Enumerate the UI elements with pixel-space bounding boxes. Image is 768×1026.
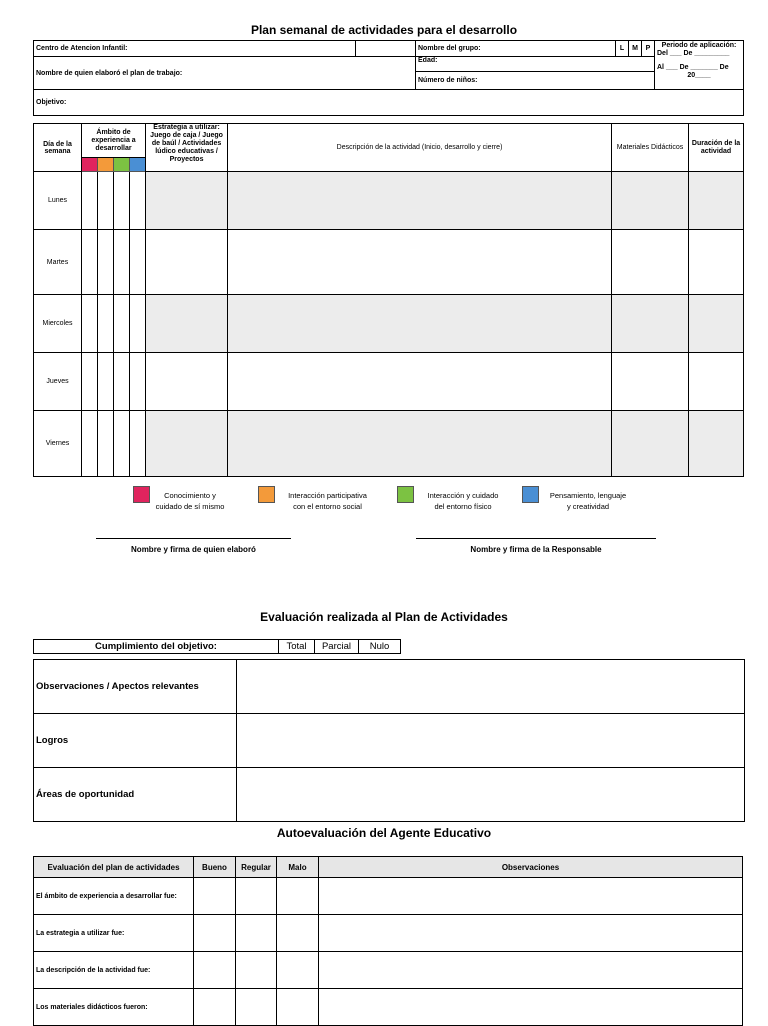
objetivo-label: Objetivo: xyxy=(34,90,744,116)
duracion-cell[interactable] xyxy=(689,295,744,353)
header-observaciones: Observaciones xyxy=(319,857,743,878)
legend-pensamiento xyxy=(543,490,633,512)
periodo-cell[interactable] xyxy=(655,41,744,90)
autoevaluacion-table xyxy=(33,856,743,1026)
periodo-label: Periodo de aplicación: xyxy=(661,42,737,49)
eval-row-field[interactable] xyxy=(237,768,745,822)
regular-cell[interactable] xyxy=(236,915,277,952)
day-label: Lunes xyxy=(34,172,82,230)
descripcion-cell[interactable] xyxy=(228,353,612,411)
entorno-fisico-icon xyxy=(114,158,130,172)
grupo-label: Nombre del grupo: xyxy=(416,41,616,57)
regular-cell[interactable] xyxy=(236,989,277,1026)
signature-line-responsable[interactable] xyxy=(416,538,656,539)
option-total[interactable]: Total xyxy=(279,640,315,654)
malo-cell[interactable] xyxy=(277,878,319,915)
header-estrategia: Estrategia a utilizar: Juego de caja / Juego de baúl / Actividades lúdico educativas / Proyectos xyxy=(146,124,228,172)
materiales-cell[interactable] xyxy=(612,295,689,353)
interaccion-social-icon xyxy=(98,158,114,172)
ambito-cell[interactable] xyxy=(130,230,146,295)
interaccion-social-icon xyxy=(258,486,275,503)
materiales-cell[interactable] xyxy=(612,353,689,411)
eval-row-label: Áreas de oportunidad xyxy=(34,768,237,822)
signature-label-elaboro: Nombre y firma de quien elaboró xyxy=(131,545,256,554)
pensamiento-icon xyxy=(130,158,146,172)
malo-cell[interactable] xyxy=(277,952,319,989)
evaluacion-table xyxy=(33,659,745,822)
legend-label: con el entorno social xyxy=(293,502,362,511)
regular-cell[interactable] xyxy=(236,878,277,915)
estrategia-cell[interactable] xyxy=(146,230,228,295)
header-evaluacion: Evaluación del plan de actividades xyxy=(34,857,194,878)
day-label: Miercoles xyxy=(34,295,82,353)
periodo-al: Al ___ De _______ De xyxy=(657,64,729,71)
bueno-cell[interactable] xyxy=(194,915,236,952)
periodo-del: Del ___ De _________ xyxy=(657,50,730,57)
estrategia-cell[interactable] xyxy=(146,411,228,477)
elaboro-label: Nombre de quien elaboró el plan de trabajo: xyxy=(34,57,416,90)
bueno-cell[interactable] xyxy=(194,952,236,989)
conocimiento-icon xyxy=(82,158,98,172)
eval-row-label: Logros xyxy=(34,714,237,768)
ambito-cell[interactable] xyxy=(82,230,98,295)
ambito-cell[interactable] xyxy=(114,353,130,411)
option-nulo[interactable]: Nulo xyxy=(359,640,401,654)
header-bueno: Bueno xyxy=(194,857,236,878)
ambito-cell[interactable] xyxy=(98,353,114,411)
estrategia-cell[interactable] xyxy=(146,295,228,353)
ambito-cell[interactable] xyxy=(130,353,146,411)
plan-main-table xyxy=(33,123,744,477)
ambito-cell[interactable] xyxy=(98,172,114,230)
legend-label: y creatividad xyxy=(566,502,610,511)
header-malo: Malo xyxy=(277,857,319,878)
ambito-cell[interactable] xyxy=(98,230,114,295)
ambito-cell[interactable] xyxy=(130,295,146,353)
header-duracion: Duración de la actividad xyxy=(689,124,744,172)
malo-cell[interactable] xyxy=(277,989,319,1026)
ambito-cell[interactable] xyxy=(114,411,130,477)
estrategia-cell[interactable] xyxy=(146,353,228,411)
eval-row-field[interactable] xyxy=(237,714,745,768)
header-ambito: Ámbito de experiencia a desarrollar xyxy=(82,124,146,158)
day-label: Martes xyxy=(34,230,82,295)
ambito-cell[interactable] xyxy=(98,411,114,477)
ambito-cell[interactable] xyxy=(82,172,98,230)
centro-field[interactable] xyxy=(356,41,416,57)
ambito-cell[interactable] xyxy=(82,295,98,353)
conocimiento-icon xyxy=(133,486,150,503)
ambito-cell[interactable] xyxy=(114,230,130,295)
duracion-cell[interactable] xyxy=(689,230,744,295)
legend-label: Interacción y cuidado xyxy=(427,491,499,500)
descripcion-cell[interactable] xyxy=(228,172,612,230)
observaciones-cell[interactable] xyxy=(319,952,743,989)
day-label: Jueves xyxy=(34,353,82,411)
lmp-l[interactable]: L xyxy=(616,41,629,57)
ninos-label: Número de niños: xyxy=(416,72,655,90)
materiales-cell[interactable] xyxy=(612,230,689,295)
pensamiento-icon xyxy=(522,486,539,503)
descripcion-cell[interactable] xyxy=(228,295,612,353)
descripcion-cell[interactable] xyxy=(228,230,612,295)
autoeval-row-label: La estrategia a utilizar fue: xyxy=(34,915,194,952)
periodo-anio: 20____ xyxy=(687,72,711,79)
legend-label: cuidado de sí mismo xyxy=(155,502,225,511)
lmp-p[interactable]: P xyxy=(642,41,655,57)
option-parcial[interactable]: Parcial xyxy=(315,640,359,654)
autoeval-row-label: Los materiales didácticos fueron: xyxy=(34,989,194,1026)
legend-label: Interacción participativa xyxy=(288,491,367,500)
ambito-cell[interactable] xyxy=(82,411,98,477)
autoeval-row-label: La descripción de la actividad fue: xyxy=(34,952,194,989)
descripcion-cell[interactable] xyxy=(228,411,612,477)
eval-row-label: Observaciones / Apectos relevantes xyxy=(34,660,237,714)
plan-header-table xyxy=(33,40,744,116)
ambito-cell[interactable] xyxy=(114,172,130,230)
observaciones-cell[interactable] xyxy=(319,915,743,952)
evaluacion-title: Evaluación realizada al Plan de Actividades xyxy=(260,610,508,624)
materiales-cell[interactable] xyxy=(612,172,689,230)
malo-cell[interactable] xyxy=(277,915,319,952)
signature-line-elaboro[interactable] xyxy=(96,538,291,539)
centro-label: Centro de Atencion Infantil: xyxy=(34,41,356,57)
signature-label-responsable: Nombre y firma de la Responsable xyxy=(470,545,602,554)
estrategia-cell[interactable] xyxy=(146,172,228,230)
duracion-cell[interactable] xyxy=(689,411,744,477)
autoevaluacion-title: Autoevaluación del Agente Educativo xyxy=(276,826,492,840)
lmp-m[interactable]: M xyxy=(629,41,642,57)
duracion-cell[interactable] xyxy=(689,172,744,230)
observaciones-cell[interactable] xyxy=(319,878,743,915)
legend-label: del entorno físico xyxy=(434,502,492,511)
ambito-cell[interactable] xyxy=(82,353,98,411)
header-regular: Regular xyxy=(236,857,277,878)
materiales-cell[interactable] xyxy=(612,411,689,477)
header-descripcion: Descripción de la actividad (Inicio, desarrollo y cierre) xyxy=(228,124,612,172)
header-dia: Día de la semana xyxy=(34,124,82,172)
ambito-cell[interactable] xyxy=(130,411,146,477)
legend-interaccion-social xyxy=(280,490,375,512)
observaciones-cell[interactable] xyxy=(319,989,743,1026)
entorno-fisico-icon xyxy=(397,486,414,503)
eval-row-field[interactable] xyxy=(237,660,745,714)
header-materiales: Materiales Didácticos xyxy=(612,124,689,172)
ambito-cell[interactable] xyxy=(114,295,130,353)
day-label: Viernes xyxy=(34,411,82,477)
legend-conocimiento xyxy=(150,490,230,512)
cumplimiento-table xyxy=(33,639,401,654)
bueno-cell[interactable] xyxy=(194,989,236,1026)
legend-label: Conocimiento y xyxy=(164,491,216,500)
legend-entorno-fisico xyxy=(418,490,508,512)
cumplimiento-label: Cumplimiento del objetivo: xyxy=(34,640,279,654)
autoeval-row-label: El ámbito de experiencia a desarrollar fue: xyxy=(34,878,194,915)
duracion-cell[interactable] xyxy=(689,353,744,411)
ambito-cell[interactable] xyxy=(98,295,114,353)
edad-label: Edad: xyxy=(416,57,655,72)
regular-cell[interactable] xyxy=(236,952,277,989)
legend-label: Pensamiento, lenguaje xyxy=(549,491,627,500)
ambito-cell[interactable] xyxy=(130,172,146,230)
bueno-cell[interactable] xyxy=(194,878,236,915)
plan-title: Plan semanal de actividades para el desarrollo xyxy=(250,23,518,37)
